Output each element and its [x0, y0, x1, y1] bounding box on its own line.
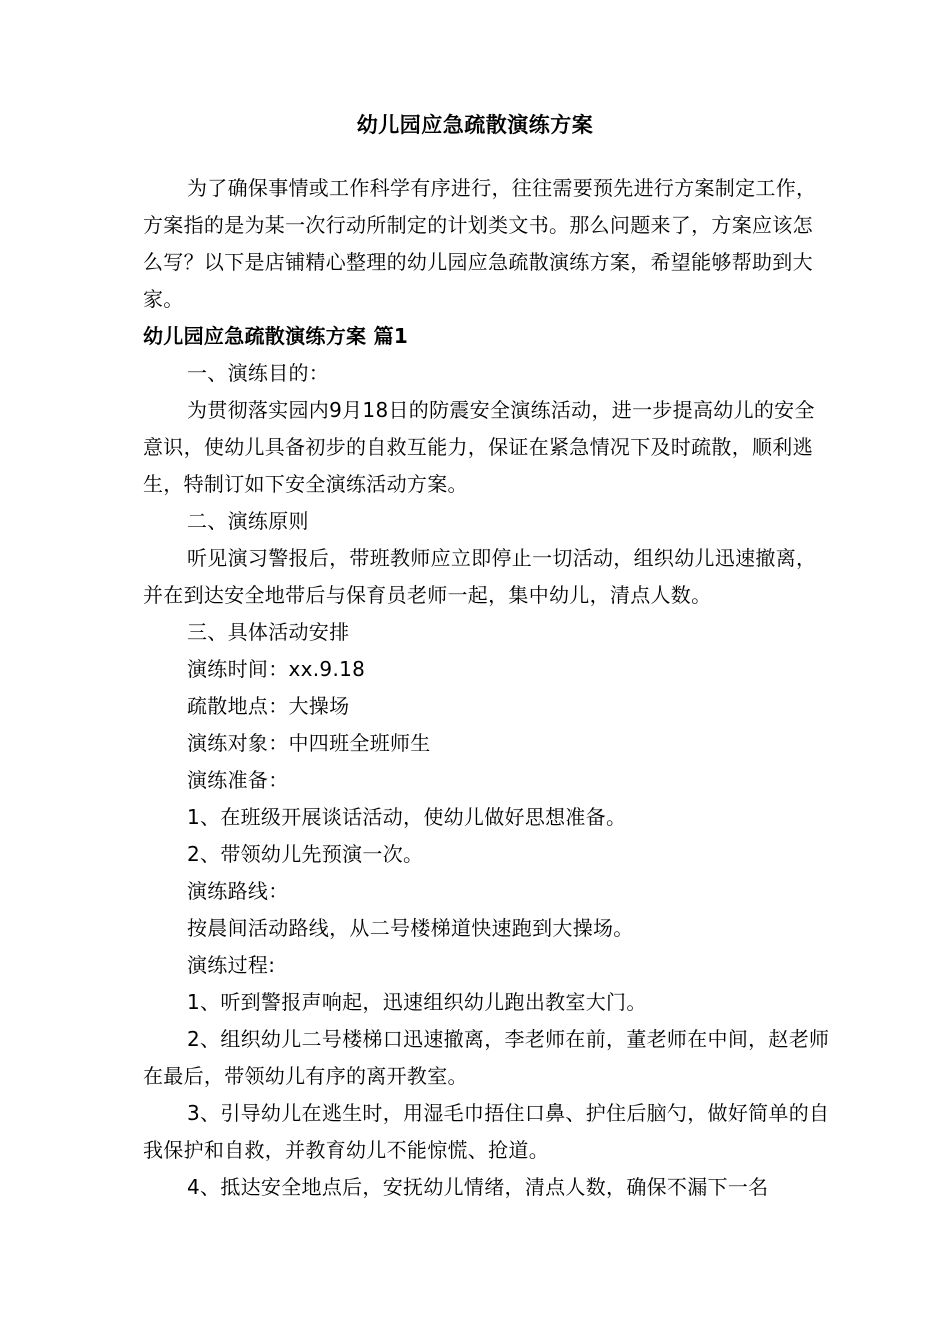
section-heading-part-1: 幼儿园应急疏散演练方案 篇1 [143, 324, 409, 348]
line-drill-process: 演练过程: [187, 953, 276, 977]
heading-drill-purpose: 一、演练目的： [187, 361, 330, 385]
process-item-1: 1、听到警报声响起，迅速组织幼儿跑出教室大门。 [187, 990, 647, 1014]
paragraph-drill-purpose: 为贯彻落实园内9月18日的防震安全演练活动，进一步提高幼儿的安全意识，使幼儿具备初步的自救互能力，保证在紧急情况下及时疏散，顺利逃生，特制订如下安全演练活动方案。 [143, 398, 815, 496]
intro-paragraph: 为了确保事情或工作科学有序进行，往往需要预先进行方案制定工作，方案指的是为某一次行动所制定的计划类文书。那么问题来了，方案应该怎么写？以下是店铺精心整理的幼儿园应急疏散演练方案，希望能够帮助到大家。 [143, 176, 817, 311]
heading-drill-principle: 二、演练原则 [187, 509, 309, 533]
line-drill-preparation: 演练准备： [187, 768, 289, 792]
heading-activity-arrangement: 三、具体活动安排 [187, 620, 350, 644]
process-item-3: 3、引导幼儿在逃生时，用湿毛巾捂住口鼻、护住后脑勺，做好简单的自我保护和自救，并教育幼儿不能惊慌、抢道。 [143, 1101, 830, 1162]
document-body [143, 170, 833, 1206]
preparation-item-2: 2、带领幼儿先预演一次。 [187, 842, 424, 866]
paragraph-drill-principle: 听见演习警报后，带班教师应立即停止一切活动，组织幼儿迅速撤离，并在到达安全地带后与保育员老师一起，集中幼儿，清点人数。 [143, 546, 817, 607]
preparation-item-1: 1、在班级开展谈话活动，使幼儿做好思想准备。 [187, 805, 627, 829]
line-drill-target: 演练对象：中四班全班师生 [187, 731, 431, 755]
line-drill-time: 演练时间：xx.9.18 [187, 657, 366, 681]
line-evacuation-place: 疏散地点：大操场 [187, 694, 350, 718]
document-title: 幼儿园应急疏散演练方案 [356, 113, 594, 137]
process-item-2: 2、组织幼儿二号楼梯口迅速撤离，李老师在前，董老师在中间，赵老师在最后，带领幼儿有序的离开教室。 [143, 1027, 830, 1088]
line-drill-route: 演练路线： [187, 879, 289, 903]
process-item-4: 4、抵达安全地点后，安抚幼儿情绪，清点人数，确保不漏下一名 [187, 1175, 769, 1199]
paragraph-drill-route: 按晨间活动路线，从二号楼梯道快速跑到大操场。 [187, 916, 634, 940]
